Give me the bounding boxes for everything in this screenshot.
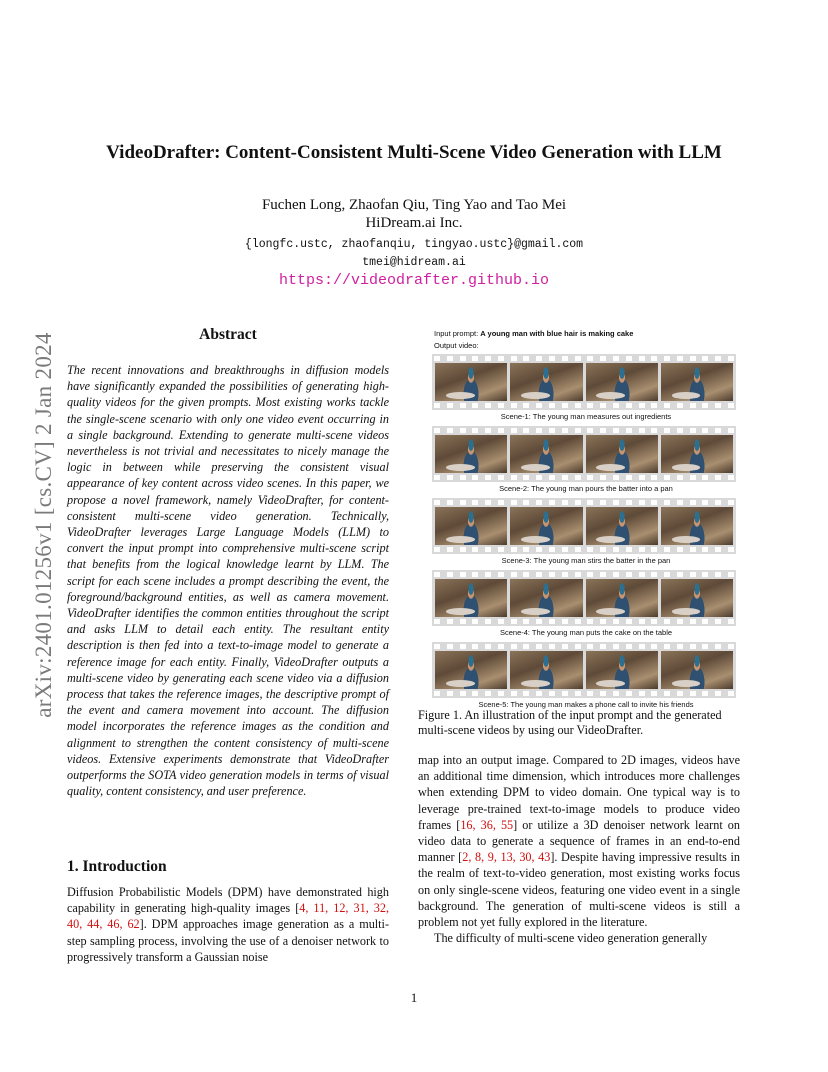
intro-heading: 1. Introduction [67, 858, 167, 875]
baking-bowl [521, 392, 550, 399]
scene-frames [435, 579, 733, 617]
p1-part-a: map into an output image. Compared to 2D images, videos have an additional time dimension, which introduces more challenges when extending DPM to video domain. One typical way is to leverage pre-trained text-to-image models to produce video frames [ [418, 753, 740, 832]
video-frame-thumbnail [510, 651, 582, 689]
video-frame-thumbnail [510, 507, 582, 545]
video-frame-thumbnail [435, 435, 507, 473]
film-sprocket-holes [434, 356, 734, 361]
video-frame-thumbnail [661, 363, 733, 401]
film-sprocket-holes [434, 428, 734, 433]
page-number: 1 [410, 990, 418, 1005]
video-frame-thumbnail [435, 507, 507, 545]
baking-bowl [596, 464, 625, 471]
baking-bowl [446, 608, 475, 615]
email-block [60, 236, 768, 272]
video-frame-thumbnail [435, 579, 507, 617]
film-sprocket-holes [434, 475, 734, 480]
scene-strip-1 [432, 354, 736, 410]
film-sprocket-holes [434, 500, 734, 505]
right-column-text [418, 752, 740, 946]
baking-bowl [672, 464, 701, 471]
scene-caption-1: Scene-1: The young man measures out ingredients [500, 412, 672, 421]
scene-strip-3 [432, 498, 736, 554]
baking-bowl [521, 608, 550, 615]
baking-bowl [596, 608, 625, 615]
baking-bowl [596, 536, 625, 543]
intro-text-start: Diffusion Probabilistic Models (DPM) have demonstrated high capability in generating high-quality images [ [67, 885, 389, 916]
video-frame-thumbnail [510, 579, 582, 617]
baking-bowl [446, 464, 475, 471]
intro-text [67, 884, 389, 965]
baking-bowl [672, 536, 701, 543]
film-sprocket-holes [434, 619, 734, 624]
author-block [60, 196, 768, 232]
film-sprocket-holes [434, 403, 734, 408]
scene-strip-2 [432, 426, 736, 482]
email-line-1: {longfc.ustc, zhaofanqiu, tingyao.ustc}@gmail.com [244, 238, 584, 251]
scene-caption-4: Scene-4: The young man puts the cake on the table [499, 628, 673, 637]
video-frame-thumbnail [661, 651, 733, 689]
baking-bowl [596, 680, 625, 687]
citations-a[interactable]: 16, 36, 55 [460, 817, 514, 832]
abstract-text: The recent innovations and breakthroughs in diffusion models have significantly expanded the possibilities of generating high-quality videos for the given prompts. Most existing works tackle the single-scene scenario with only one video event occurring in a single background. Extending to generate multi-scene videos nevertheless is not trivial and necessitates to nicely manage the logic in between while preserving the consistent visual appearance of key content across video scenes. In this paper, we propose a novel framework, namely VideoDrafter, for content-consistent multi-scene video generation. Technically, VideoDrafter leverages Large Language Models (LLM) to convert the input prompt into comprehensive multi-scene script that benefits from the logical knowledge learnt by LLM. The script for each scene includes a prompt describing the event, the foreground/background entities, as well as camera movement. VideoDrafter identifies the common entities throughout the script and asks LLM to detail each entity. The resultant entity description is then fed into a text-to-image model to generate a reference image for each entity. Finally, VideoDrafter outputs a multi-scene video by generating each scene video via a diffusion process that takes the reference images, the descriptive prompt of the event and camera movement into account. The diffusion model incorporates the reference images as the condition and alignment to strengthen the content consistency of multi-scene videos. Extensive experiments demonstrate that VideoDrafter outperforms the SOTA video generation models in terms of visual quality, content consistency, and user preference. [67, 363, 389, 799]
author-names: Fuchen Long, Zhaofan Qiu, Ting Yao and Tao Mei [261, 197, 567, 213]
p1-part-c: ]. Despite having impressive results in the realm of text-to-video generation, most existing works focus on only single-scene videos, featuring one video event in a single background. The generation of multi-scene videos is still a problem not yet fully explored in the literature. [418, 850, 740, 930]
figure-caption: Figure 1. An illustration of the input prompt and the generated multi-scene videos by using our VideoDrafter. [418, 708, 722, 737]
scene-frames [435, 651, 733, 689]
video-frame-thumbnail [586, 579, 658, 617]
baking-bowl [596, 392, 625, 399]
baking-bowl [446, 536, 475, 543]
film-sprocket-holes [434, 547, 734, 552]
intro-citations[interactable]: 4, 11, 12, 31, 32, 40, 44, 46, 62 [67, 901, 389, 932]
prompt-label: Input prompt: [434, 329, 479, 338]
baking-bowl [672, 392, 701, 399]
scene-frames [435, 507, 733, 545]
p1-part-b: ] or utilize a 3D denoiser network learnt on video data to generate a sequence of frames in an end-to-end manner [ [418, 817, 740, 865]
scene-frames [435, 363, 733, 401]
affiliation: HiDream.ai Inc. [365, 215, 463, 231]
project-url-link[interactable]: https://videodrafter.github.io [278, 272, 550, 289]
paragraph-2: The difficulty of multi-scene video generation generally [434, 931, 708, 946]
intro-text-end: ]. DPM approaches image generation as a multi-step sampling process, involving the use of a denoiser network to progressively transform a Gaussian noise [67, 917, 389, 964]
film-sprocket-holes [434, 691, 734, 696]
film-sprocket-holes [434, 644, 734, 649]
figure-input-prompt [434, 329, 633, 338]
scene-caption-2: Scene-2: The young man pours the batter into a pan [499, 484, 673, 493]
abstract-heading: Abstract [199, 326, 257, 343]
baking-bowl [521, 680, 550, 687]
video-frame-thumbnail [435, 651, 507, 689]
film-sprocket-holes [434, 572, 734, 577]
email-line-2: tmei@hidream.ai [362, 256, 466, 269]
baking-bowl [672, 680, 701, 687]
video-frame-thumbnail [586, 363, 658, 401]
baking-bowl [446, 680, 475, 687]
video-frame-thumbnail [510, 435, 582, 473]
paper-title: VideoDrafter: Content-Consistent Multi-Scene Video Generation with LLM [106, 142, 722, 163]
baking-bowl [672, 608, 701, 615]
citations-b[interactable]: 2, 8, 9, 13, 30, 43 [462, 850, 551, 865]
video-frame-thumbnail [586, 435, 658, 473]
scene-frames [435, 435, 733, 473]
video-frame-thumbnail [510, 363, 582, 401]
baking-bowl [521, 464, 550, 471]
video-frame-thumbnail [661, 507, 733, 545]
arxiv-identifier-text: arXiv:2401.01256v1 [cs.CV] 2 Jan 2024 [31, 332, 56, 718]
scene-strip-4 [432, 570, 736, 626]
figure-output-label: Output video: [434, 341, 479, 350]
video-frame-thumbnail [435, 363, 507, 401]
video-frame-thumbnail [586, 507, 658, 545]
baking-bowl [446, 392, 475, 399]
scene-caption-5: Scene-5: The young man makes a phone call to invite his friends [478, 700, 694, 709]
video-frame-thumbnail [586, 651, 658, 689]
video-frame-thumbnail [661, 435, 733, 473]
figure-1 [418, 326, 740, 709]
arxiv-identifier-stamp [24, 300, 64, 750]
video-frame-thumbnail [661, 579, 733, 617]
baking-bowl [521, 536, 550, 543]
paragraph-1 [418, 752, 740, 930]
prompt-text: A young man with blue hair is making cake [480, 329, 634, 338]
scene-strip-5 [432, 642, 736, 698]
scene-caption-3: Scene-3: The young man stirs the batter in the pan [501, 556, 671, 565]
